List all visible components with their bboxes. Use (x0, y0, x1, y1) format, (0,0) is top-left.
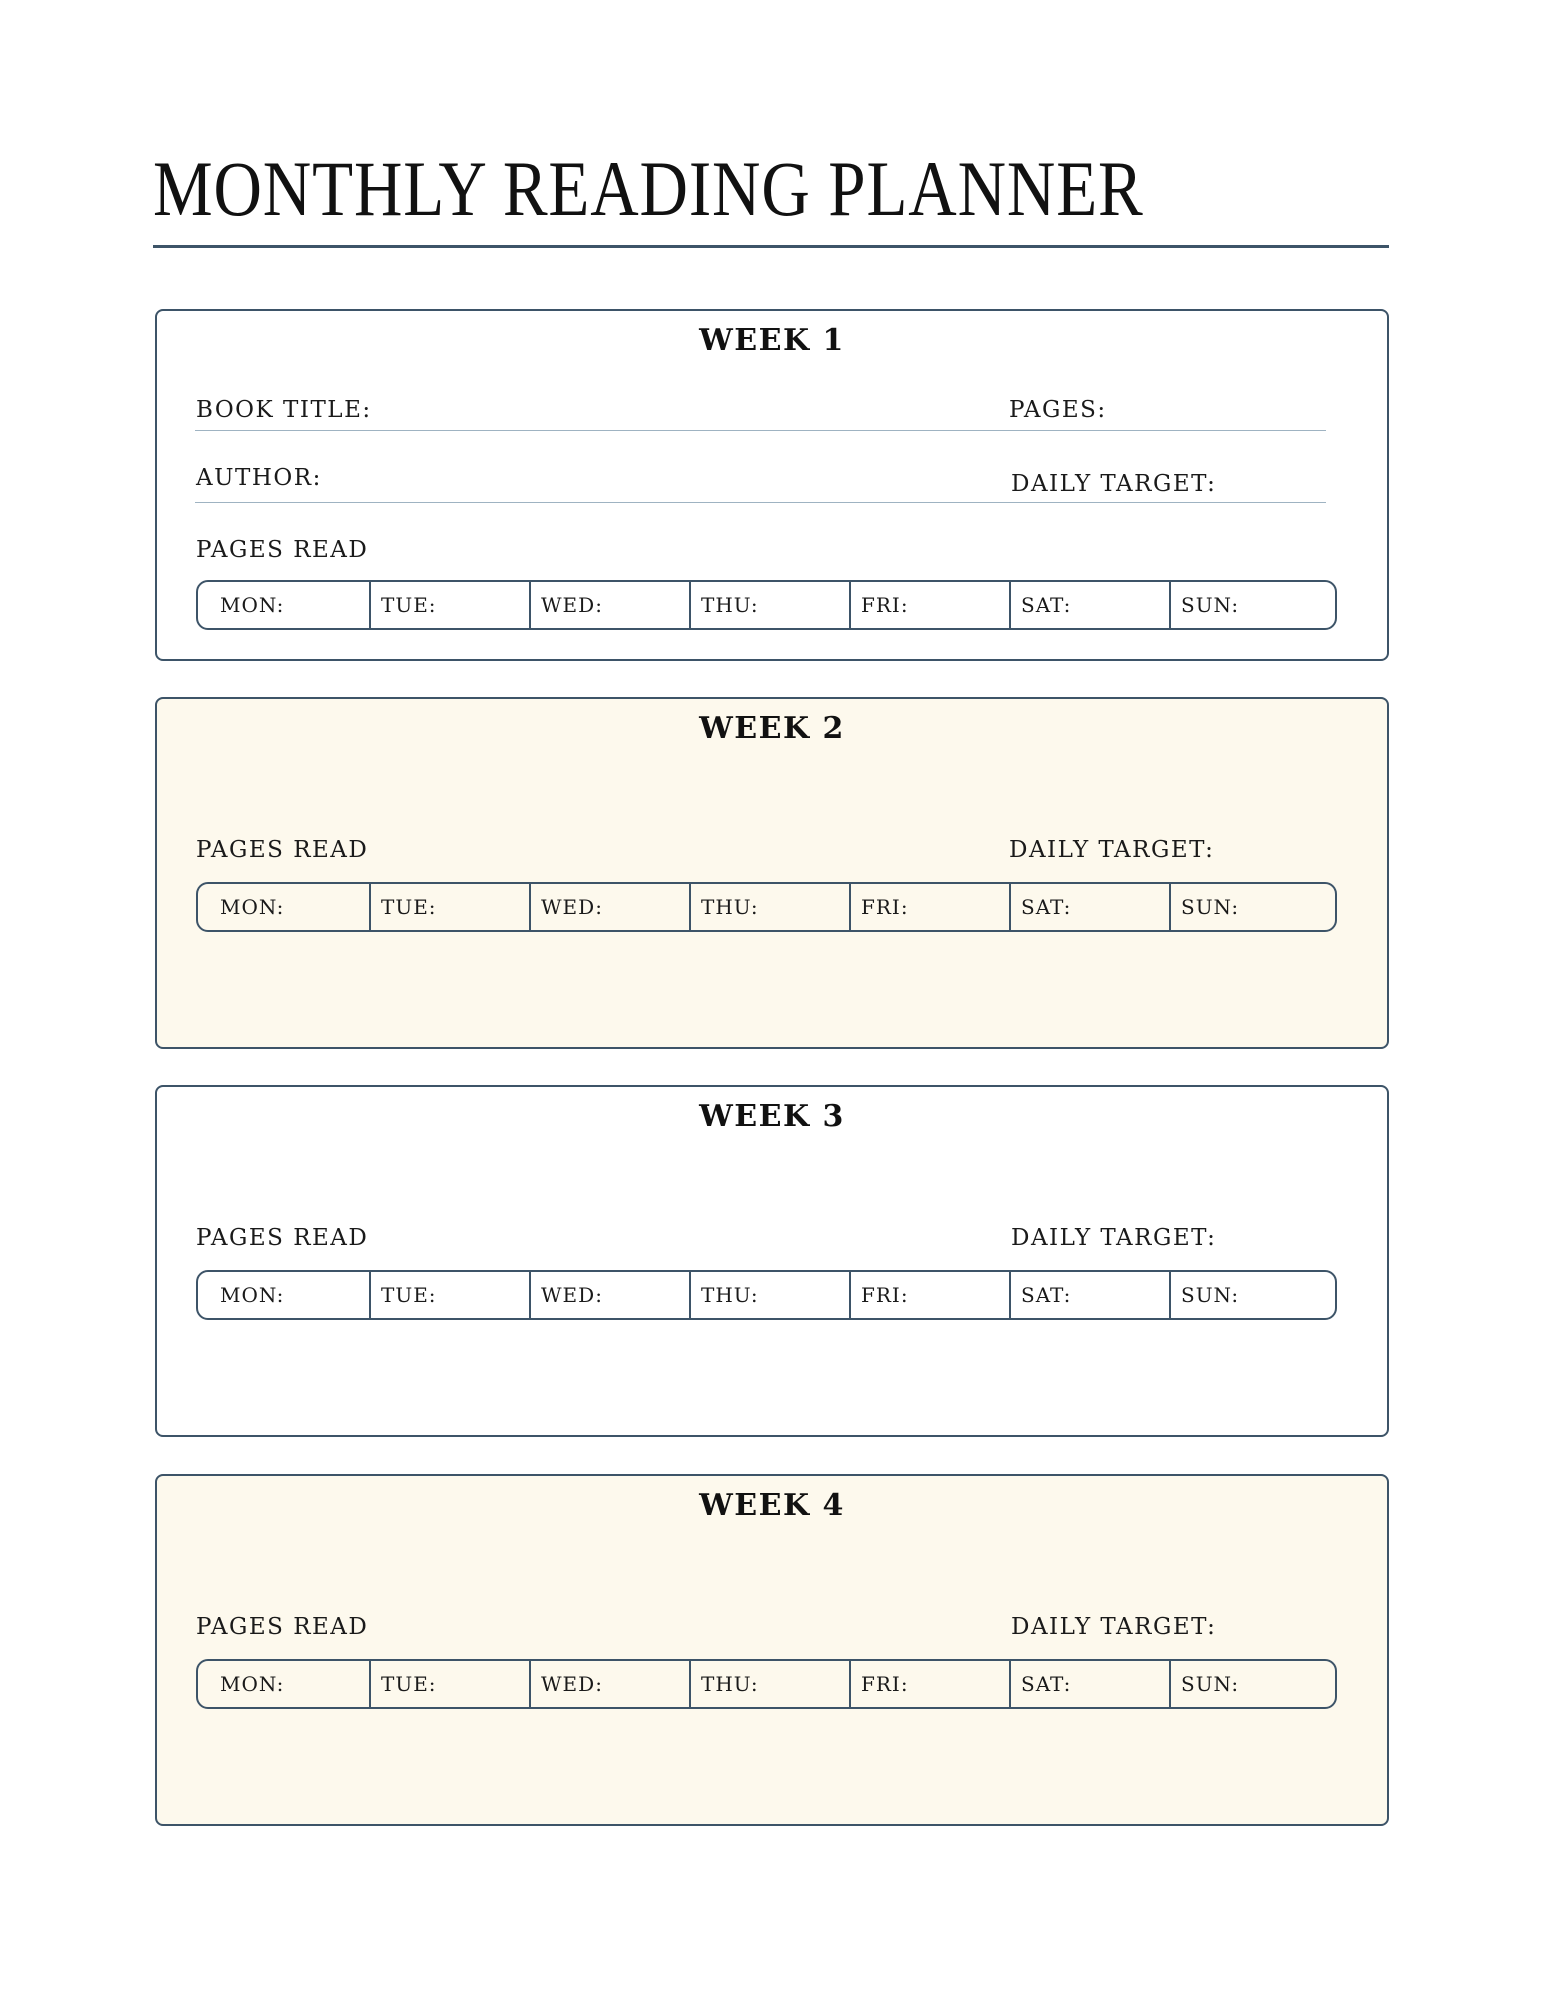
author-line[interactable] (195, 502, 1326, 503)
pages-read-label: PAGES READ (196, 537, 369, 563)
daily-target-label: DAILY TARGET: (1009, 837, 1215, 863)
daily-target-label: DAILY TARGET: (1011, 1225, 1217, 1251)
day-cell-tue[interactable]: TUE: (371, 1661, 531, 1707)
day-cell-sun[interactable]: SUN: (1181, 895, 1240, 919)
week-4-card (155, 1474, 1389, 1826)
pages-read-row (196, 1270, 1337, 1320)
day-cell-fri[interactable]: FRI: (851, 884, 1011, 930)
day-cell-fri[interactable]: FRI: (851, 582, 1011, 628)
pages-read-label: PAGES READ (196, 837, 369, 863)
day-cell-sun[interactable]: SUN: (1181, 1283, 1240, 1307)
week-1-card (155, 309, 1389, 661)
pages-read-row (196, 882, 1337, 932)
day-cell-tue[interactable]: TUE: (371, 582, 531, 628)
author-label: AUTHOR: (196, 465, 322, 491)
week-title: WEEK 1 (699, 323, 845, 358)
day-cell-sat[interactable]: SAT: (1011, 1661, 1171, 1707)
pages-read-label: PAGES READ (196, 1225, 369, 1251)
day-cell-sat[interactable]: SAT: (1011, 582, 1171, 628)
day-cell-mon[interactable]: MON: (198, 582, 371, 628)
day-cell-sat[interactable]: SAT: (1011, 1272, 1171, 1318)
day-cell-thu[interactable]: THU: (691, 582, 851, 628)
day-cell-fri[interactable]: FRI: (851, 1661, 1011, 1707)
pages-read-row (196, 580, 1337, 630)
pages-label: PAGES: (1009, 397, 1107, 423)
day-cell-wed[interactable]: WED: (531, 884, 691, 930)
day-cell-wed[interactable]: WED: (531, 1272, 691, 1318)
pages-read-row (196, 1659, 1337, 1709)
book-title-label: BOOK TITLE: (196, 397, 372, 423)
day-cell-thu[interactable]: THU: (691, 884, 851, 930)
title-divider (153, 245, 1389, 248)
page-title: MONTHLY READING PLANNER (153, 145, 1144, 232)
day-cell-tue[interactable]: TUE: (371, 1272, 531, 1318)
book-title-line[interactable] (195, 430, 1326, 431)
week-2-card (155, 697, 1389, 1049)
day-cell-mon[interactable]: MON: (198, 1272, 371, 1318)
week-3-card (155, 1085, 1389, 1437)
day-cell-mon[interactable]: MON: (198, 884, 371, 930)
week-title: WEEK 3 (699, 1099, 845, 1134)
day-cell-tue[interactable]: TUE: (371, 884, 531, 930)
day-cell-wed[interactable]: WED: (531, 1661, 691, 1707)
day-cell-sat[interactable]: SAT: (1011, 884, 1171, 930)
day-cell-wed[interactable]: WED: (531, 582, 691, 628)
daily-target-label: DAILY TARGET: (1011, 471, 1217, 497)
day-cell-mon[interactable]: MON: (198, 1661, 371, 1707)
pages-read-label: PAGES READ (196, 1614, 369, 1640)
day-cell-thu[interactable]: THU: (691, 1661, 851, 1707)
day-cell-sun[interactable]: SUN: (1181, 1672, 1240, 1696)
day-cell-fri[interactable]: FRI: (851, 1272, 1011, 1318)
day-cell-sun[interactable]: SUN: (1181, 593, 1240, 617)
week-title: WEEK 4 (699, 1488, 845, 1523)
week-title: WEEK 2 (699, 711, 845, 746)
daily-target-label: DAILY TARGET: (1011, 1614, 1217, 1640)
day-cell-thu[interactable]: THU: (691, 1272, 851, 1318)
